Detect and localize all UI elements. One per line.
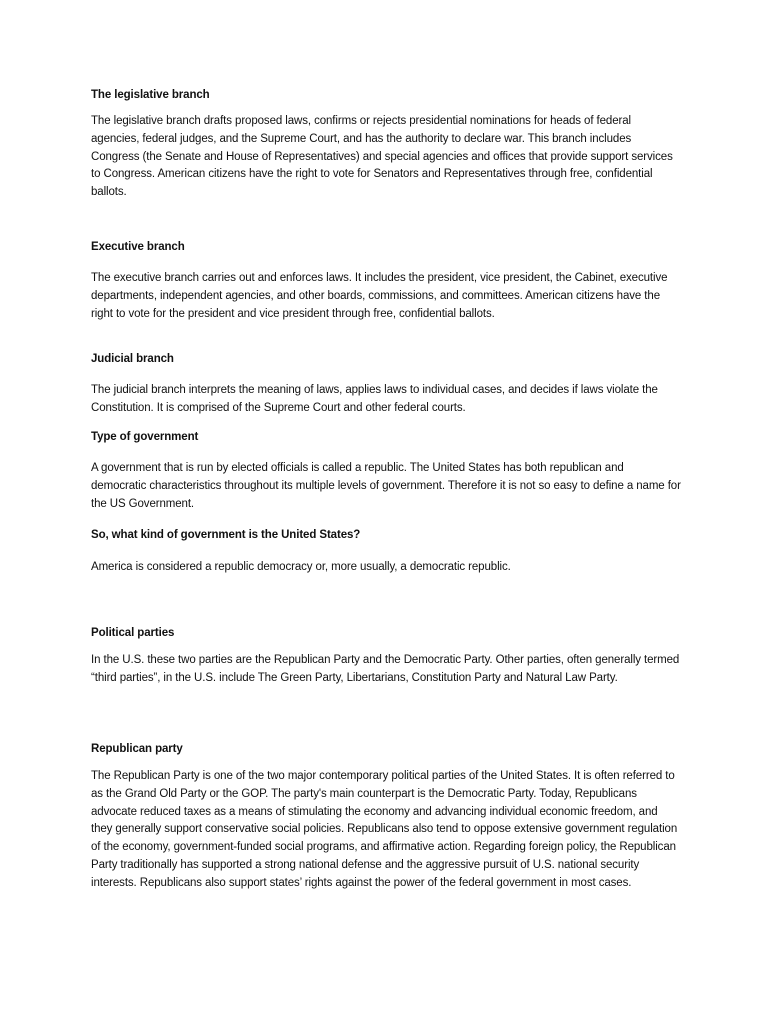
paragraph-legislative-branch: The legislative branch drafts proposed laws, confirms or rejects presidential nominations for heads of federal agencies, federal judges, and the Supreme Court, and has the authority to declare war. This branch includes Congress (the Senate and House of Representatives) and special agencies and offices that provide support services to Congress. American citizens have the right to vote for Senators and Representatives through free, confidential ballots. xyxy=(91,115,673,199)
heading-judicial-branch: Judicial branch xyxy=(91,353,174,365)
paragraph-executive-branch: The executive branch carries out and enforces laws. It includes the president, vice president, the Cabinet, executive departments, independent agencies, and other boards, commissions, and committees. American citizens have the right to vote for the president and vice president through free, confidential ballots. xyxy=(91,272,668,320)
paragraph-political-parties: In the U.S. these two parties are the Republican Party and the Democratic Party. Other parties, often generally termed “third parties”, in the U.S. include The Green Party, Libertarians, Constitution Party and Natural Law Party. xyxy=(91,654,680,684)
heading-political-parties: Political parties xyxy=(91,627,175,639)
heading-republican-party: Republican party xyxy=(91,743,183,755)
paragraph-judicial-branch: The judicial branch interprets the meaning of laws, applies laws to individual cases, and decides if laws violate the Constitution. It is comprised of the Supreme Court and other federal courts. xyxy=(91,384,658,414)
paragraph-what-kind-of-government: America is considered a republic democracy or, more usually, a democratic republic. xyxy=(91,561,511,573)
paragraph-type-of-government: A government that is run by elected officials is called a republic. The United States has both republican and democratic characteristics throughout its multiple levels of government. Therefore it is not so easy to define a name for the US Government. xyxy=(91,462,681,510)
heading-what-kind-of-government: So, what kind of government is the United States? xyxy=(91,529,361,541)
heading-executive-branch: Executive branch xyxy=(91,241,185,253)
paragraph-republican-party: The Republican Party is one of the two major contemporary political parties of the United States. It is often referred to as the Grand Old Party or the GOP. The party's main counterpart is the Democratic Party. Today, Republicans advocate reduced taxes as a means of stimulating the economy and advancing individual economic freedom, and they generally support conservative social policies. Republicans also tend to oppose extensive government regulation of the economy, government-funded social programs, and affirmative action. Regarding foreign policy, the Republican Party traditionally has supported a strong national defense and the aggressive pursuit of U.S. national security interests. Republicans also support states’ rights against the power of the federal government in most cases. xyxy=(91,770,678,889)
heading-type-of-government: Type of government xyxy=(91,431,199,443)
heading-legislative-branch: The legislative branch xyxy=(91,89,210,101)
